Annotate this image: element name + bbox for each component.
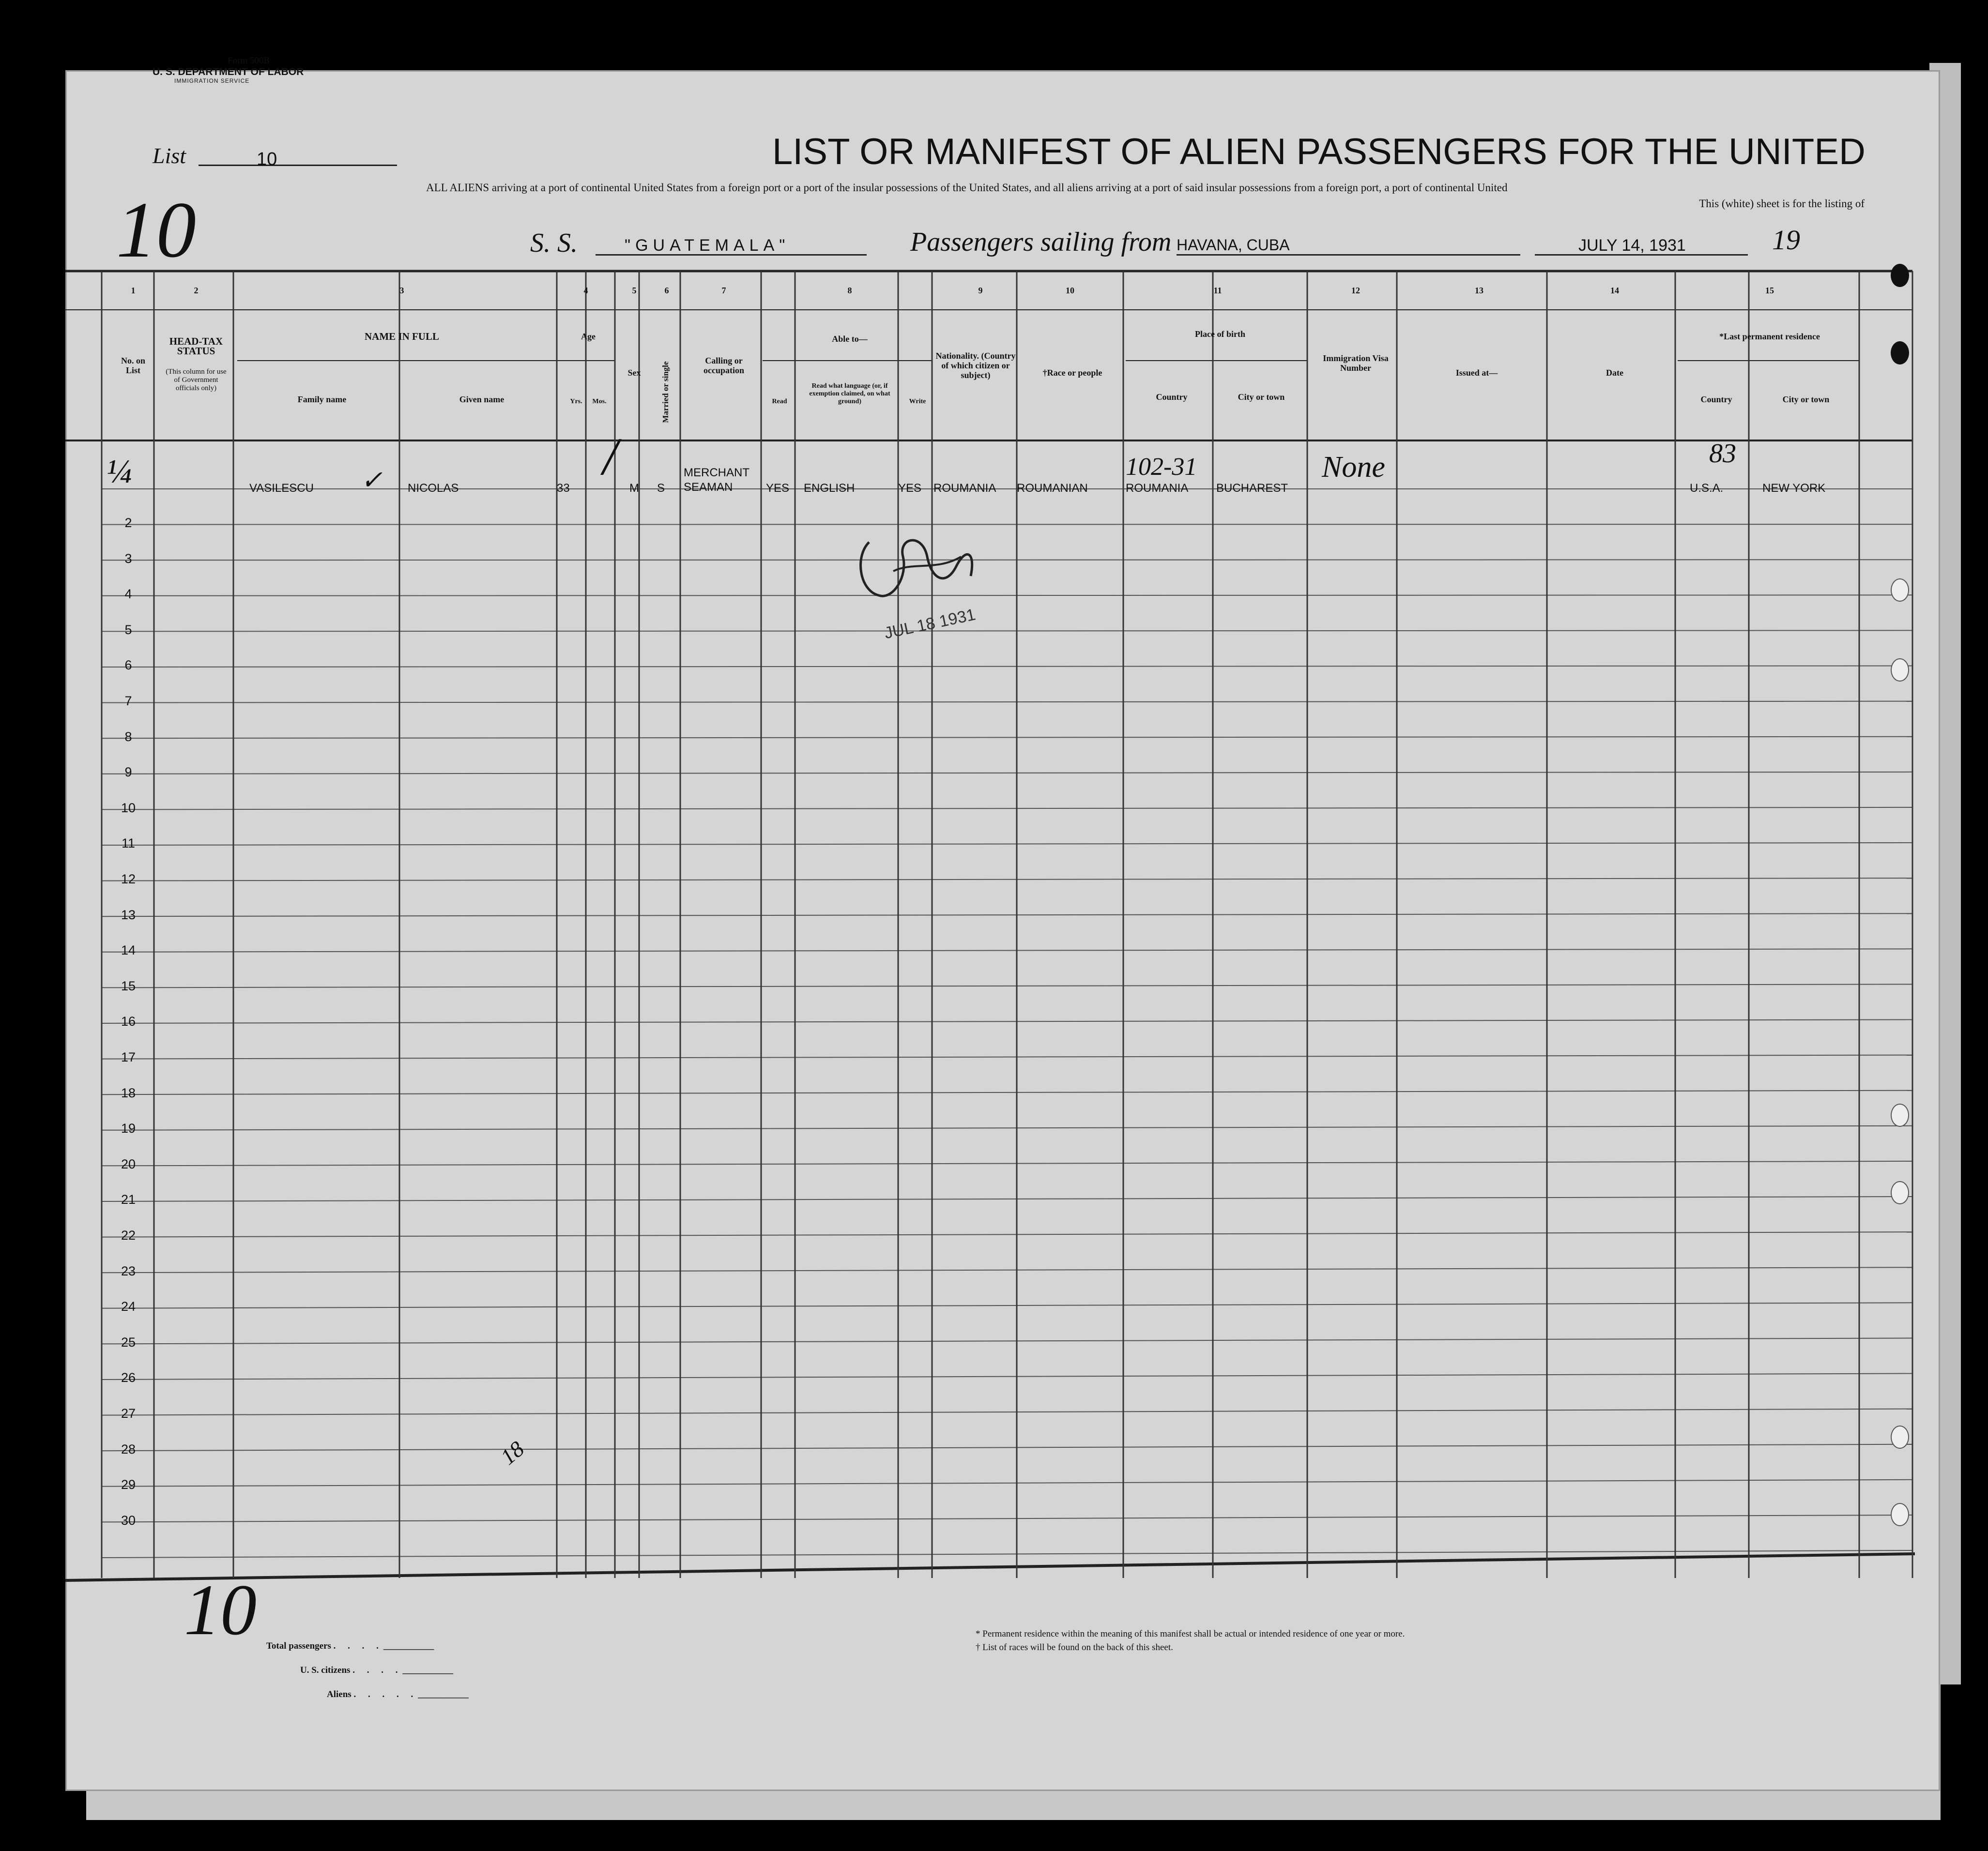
row-number: 30 xyxy=(121,1513,136,1528)
header-res-country: Country xyxy=(1700,394,1732,404)
row-number: 24 xyxy=(121,1299,136,1314)
row-line xyxy=(102,949,1912,952)
footnote-races: † List of races will be found on the back of this sheet. xyxy=(976,1642,1173,1653)
row-line xyxy=(102,737,1912,739)
header-res-city: City or town xyxy=(1782,394,1830,404)
row-line xyxy=(102,1374,1912,1380)
row-number: 10 xyxy=(121,800,136,815)
entry-occupation-1: MERCHANT xyxy=(684,466,749,479)
handwritten-bottom-number: 10 xyxy=(184,1570,257,1650)
inspector-stamp xyxy=(850,528,995,649)
binder-hole xyxy=(1891,1181,1909,1204)
row-line xyxy=(102,807,1912,810)
age-tick-mark: / xyxy=(603,427,618,486)
year-label: 19 xyxy=(1772,224,1800,256)
header-read: Read xyxy=(772,398,787,405)
row-line xyxy=(102,1409,1912,1415)
row-number: 2 xyxy=(124,516,132,530)
sailing-date: JULY 14, 1931 xyxy=(1578,236,1686,255)
col-num-5: 5 xyxy=(632,286,637,295)
entry-sex: M xyxy=(629,482,639,495)
entry-nationality: ROUMANIA xyxy=(933,482,996,495)
checkmark-family: ✓ xyxy=(361,466,383,495)
row-line xyxy=(102,1232,1912,1237)
col-num-6: 6 xyxy=(664,286,669,295)
row-number: 27 xyxy=(121,1406,136,1421)
sailing-label: Passengers sailing from xyxy=(910,227,1172,257)
row-number: 15 xyxy=(121,978,136,993)
footnote-residence: * Permanent residence within the meaning of this manifest shall be actual or intended residence of one year or more. xyxy=(976,1629,1405,1639)
manifest-title: LIST OR MANIFEST OF ALIEN PASSENGERS FOR THE UNITED xyxy=(772,131,1866,172)
header-nationality: Nationality. (Country of which citizen or subject) xyxy=(935,351,1016,380)
header-birth-city: City or town xyxy=(1238,392,1285,402)
list-value: 10 xyxy=(257,149,277,169)
entry-age-years: 33 xyxy=(557,482,570,495)
row-line xyxy=(102,701,1912,703)
col-num-4: 4 xyxy=(583,286,588,295)
entry-occupation-2: SEAMAN xyxy=(684,481,733,494)
header-last-residence: *Last permanent residence xyxy=(1719,332,1820,341)
row-number: 14 xyxy=(121,943,136,958)
header-yrs: Yrs. xyxy=(570,398,582,405)
row-number: 17 xyxy=(121,1050,136,1064)
header-given-name: Given name xyxy=(459,394,505,404)
binder-hole xyxy=(1891,578,1909,602)
header-sex: Sex xyxy=(627,368,641,378)
binder-hole xyxy=(1891,341,1909,364)
header-write: Write xyxy=(909,398,926,405)
port-name: HAVANA, CUBA xyxy=(1177,236,1290,254)
binder-hole xyxy=(1891,1426,1909,1449)
row-number: 5 xyxy=(124,622,132,637)
row-number: 12 xyxy=(121,872,136,886)
entry-family-name: VASILESCU xyxy=(249,482,314,495)
row-number: 18 xyxy=(121,1085,136,1100)
col-num-2: 2 xyxy=(194,286,199,295)
row-number: 23 xyxy=(121,1263,136,1278)
header-race: †Race or people xyxy=(1042,368,1102,378)
col-num-1: 1 xyxy=(131,286,136,295)
header-place-of-birth: Place of birth xyxy=(1195,329,1245,339)
header-name-in-full: NAME IN FULL xyxy=(364,331,439,342)
footer-us-citizens: U. S. citizens . . . .___________ xyxy=(300,1665,453,1675)
stamp-date: JUL 18 1931 xyxy=(883,605,978,643)
entry-race: ROUMANIAN xyxy=(1017,482,1088,495)
entry-res-country: U.S.A. xyxy=(1690,482,1724,495)
row-number: 29 xyxy=(121,1477,136,1492)
marginal-annotation-18: 18 xyxy=(495,1436,529,1470)
row-line xyxy=(102,666,1912,668)
row-number: 8 xyxy=(124,729,132,744)
row-line xyxy=(102,595,1912,596)
row-number: 21 xyxy=(121,1192,136,1207)
header-mos: Mos. xyxy=(592,398,607,405)
row-line xyxy=(102,1197,1912,1201)
header-married: Married or single xyxy=(661,361,670,423)
row-number: 9 xyxy=(124,765,132,780)
header-head-tax-note: (This column for use of Government officials only) xyxy=(166,368,227,392)
row-number: 6 xyxy=(124,658,132,673)
entry-birth-city: BUCHAREST xyxy=(1216,482,1288,495)
row-number: 26 xyxy=(121,1370,136,1385)
department-label: U. S. DEPARTMENT OF LABOR xyxy=(153,66,304,77)
list-label: List xyxy=(153,143,186,168)
entry-write: YES xyxy=(898,482,922,495)
total-passengers-label: Total passengers xyxy=(266,1641,331,1651)
header-read-language: Read what language (or, if exemption claimed, on what ground) xyxy=(809,382,890,405)
row-line xyxy=(102,1055,1912,1059)
binder-hole xyxy=(1891,1104,1909,1127)
row-line xyxy=(102,1515,1912,1522)
signature-scrawl xyxy=(850,528,995,615)
subtitle-line-1: ALL ALIENS arriving at a port of continental United States from a foreign port or a port of the insular possessions of the United States, and all aliens arriving at a port of said insular possessions from a foreign port, a port of continental United xyxy=(426,182,1508,194)
col-num-7: 7 xyxy=(721,286,726,295)
entry-birth-country: ROUMANIA xyxy=(1126,482,1189,495)
header-no-on-list: No. on List xyxy=(121,356,145,375)
binder-hole xyxy=(1891,1503,1909,1526)
entry-language: ENGLISH xyxy=(804,482,855,495)
col-num-12: 12 xyxy=(1351,286,1360,295)
col-num-14: 14 xyxy=(1610,286,1619,295)
col-num-3: 3 xyxy=(399,286,404,295)
row-line xyxy=(102,772,1912,774)
row-line xyxy=(102,1267,1912,1273)
row-number: 25 xyxy=(121,1335,136,1350)
row-number: 16 xyxy=(121,1014,136,1029)
subtitle-line-2: This (white) sheet is for the listing of xyxy=(1699,197,1865,210)
binder-hole xyxy=(1891,658,1909,682)
row-number: 4 xyxy=(124,587,132,602)
col-num-8: 8 xyxy=(847,286,852,295)
aliens-label: Aliens xyxy=(327,1689,352,1699)
col-num-9: 9 xyxy=(978,286,983,295)
row-number: 7 xyxy=(124,694,132,708)
row-line xyxy=(102,630,1912,631)
row-line xyxy=(102,984,1912,987)
row-line xyxy=(102,1338,1912,1344)
row-line xyxy=(102,1126,1912,1130)
row-line xyxy=(102,1303,1912,1308)
entry-res-city: NEW YORK xyxy=(1762,482,1826,495)
row-number: 3 xyxy=(124,551,132,566)
birth-annotation: 102-31 xyxy=(1126,453,1197,481)
row-number: 13 xyxy=(121,907,136,922)
header-family-name: Family name xyxy=(297,394,347,404)
handwritten-list-number: 10 xyxy=(116,185,196,274)
row-number: 20 xyxy=(121,1156,136,1171)
col-num-11: 11 xyxy=(1213,286,1222,295)
row1-handwritten-mark: ¼ xyxy=(107,453,132,490)
row-line xyxy=(102,913,1912,916)
header-head-tax: HEAD-TAX STATUS xyxy=(169,335,223,357)
entry-marital: S xyxy=(657,482,665,495)
visa-handwritten: None xyxy=(1322,451,1385,484)
entry-given-name: NICOLAS xyxy=(408,482,459,495)
row-line xyxy=(102,1444,1912,1451)
col-num-15: 15 xyxy=(1765,286,1774,295)
row-number: 22 xyxy=(121,1228,136,1243)
col-num-13: 13 xyxy=(1475,286,1483,295)
header-calling: Calling or occupation xyxy=(703,356,744,375)
header-birth-country: Country xyxy=(1156,392,1188,402)
row-line xyxy=(102,524,1912,525)
ss-label: S. S. xyxy=(530,228,578,258)
residence-annotation: 83 xyxy=(1709,439,1736,469)
us-citizens-label: U. S. citizens xyxy=(300,1665,351,1675)
row-line xyxy=(102,1161,1912,1166)
ship-name: "GUATEMALA" xyxy=(625,236,790,255)
binder-hole xyxy=(1891,264,1909,287)
form-number: Form 500B xyxy=(228,56,270,66)
row-line xyxy=(102,1020,1912,1024)
footer-total-passengers: Total passengers . . . .___________ xyxy=(266,1641,434,1651)
service-label: IMMIGRATION SERVICE xyxy=(174,77,250,84)
header-age: Age xyxy=(581,332,596,341)
header-issued-at: Issued at— xyxy=(1455,368,1498,378)
row-number: 11 xyxy=(121,836,136,851)
entry-read: YES xyxy=(766,482,790,495)
row-number: 28 xyxy=(121,1441,136,1457)
row-line xyxy=(102,1480,1912,1487)
row-line xyxy=(102,878,1912,881)
header-visa-number: Immigration Visa Number xyxy=(1323,353,1389,373)
col-num-10: 10 xyxy=(1066,286,1074,295)
row-line xyxy=(102,1091,1912,1095)
header-date: Date xyxy=(1606,368,1623,378)
row-number: 19 xyxy=(121,1121,136,1136)
header-able-to: Able to— xyxy=(832,334,868,344)
row-line xyxy=(102,843,1912,845)
footer-aliens: Aliens . . . . .___________ xyxy=(327,1689,469,1699)
